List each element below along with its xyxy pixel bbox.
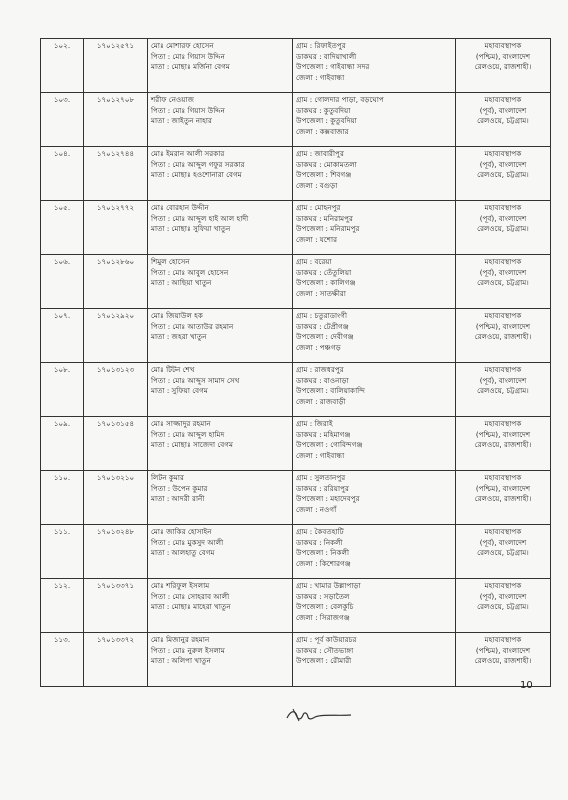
name-cell (148, 39, 293, 93)
roll-cell (84, 93, 148, 147)
posting-cell (456, 39, 551, 93)
name-cell (148, 579, 293, 633)
serial-number: ১০৮. (53, 365, 71, 374)
posting-location: রেলওয়ে, রাজশাহী। (474, 494, 532, 503)
roll-cell (84, 201, 148, 255)
serial-cell (41, 471, 84, 525)
table-row (41, 39, 551, 93)
roll-cell (84, 417, 148, 471)
posting-title: মহাব্যবস্থাপক (484, 203, 522, 212)
mother-name: মাতা : মোছাঃ হওশোনারা বেগম (151, 170, 242, 179)
address-upazila: উপজেলা : বালিয়াকান্দি (296, 386, 365, 395)
posting-title: মহাব্যবস্থাপক (484, 149, 522, 158)
posting-location: রেলওয়ে, চট্টগ্রাম। (477, 602, 529, 611)
address-upazila: উপজেলা : মনিরামপুর (296, 224, 360, 233)
serial-number: ১১৩. (53, 635, 71, 644)
address-upazila: উপজেলা : রৌমারী (296, 656, 352, 665)
address-village: গ্রাম : খামার উল্লাপাড়া (296, 581, 361, 590)
address-post-office: ডাকঘর : কুতুবদিয়া (296, 105, 351, 115)
address-cell (293, 417, 456, 471)
name-cell (148, 147, 293, 201)
father-name: পিতা : মোঃ আতাউর রহমান (151, 321, 234, 331)
serial-cell (41, 633, 84, 687)
serial-number: ১০৪. (53, 149, 71, 158)
name-cell (148, 633, 293, 687)
posting-zone: (পশ্চিম), বাংলাদেশ (475, 483, 531, 493)
roll-number: ১৭০১৩২১০ (96, 473, 135, 482)
serial-number: ১১১. (53, 527, 71, 536)
posting-zone: (পূর্ব), বাংলাদেশ (479, 537, 527, 547)
address-cell (293, 39, 456, 93)
posting-cell (456, 579, 551, 633)
posting-zone: (পশ্চিম), বাংলাদেশ (475, 51, 531, 61)
posting-location: রেলওয়ে, চট্টগ্রাম। (477, 224, 529, 233)
posting-title: মহাব্যবস্থাপক (484, 257, 522, 266)
address-upazila: উপজেলা : নিকলী (296, 548, 350, 557)
address-upazila: উপজেলা : মহাদেবপুর (296, 494, 360, 503)
father-name: পিতা : উপেন কুমার (151, 483, 208, 493)
roll-number: ১৭০১২৯২০ (96, 311, 135, 320)
address-district: জেলা : গাইবান্ধা (296, 450, 345, 460)
table-row (41, 579, 551, 633)
name-cell (148, 201, 293, 255)
address-post-office: ডাকঘর : ররিয়াপুর (296, 483, 349, 493)
posting-title: মহাব্যবস্থাপক (484, 311, 522, 320)
roll-number: ১৭০১২৭০৮ (96, 95, 135, 104)
roll-cell (84, 255, 148, 309)
address-post-office: ডাকঘর : সড়াতৈল (296, 591, 350, 601)
posting-zone: (পূর্ব), বাংলাদেশ (479, 591, 527, 601)
posting-cell (456, 633, 551, 687)
posting-title: মহাব্যবস্থাপক (484, 95, 522, 104)
table-row (41, 525, 551, 579)
posting-title: মহাব্যবস্থাপক (484, 473, 522, 482)
serial-cell (41, 39, 84, 93)
address-upazila: উপজেলা : গোবিন্দগঞ্জ (296, 440, 363, 449)
father-name: পিতা : মোঃ সোহরাব আলী (151, 591, 230, 601)
candidate-name: মোঃ টিটন শেখ (151, 365, 195, 374)
posting-cell (456, 147, 551, 201)
mother-name: মাতা : জাইতুন নাহার (151, 116, 212, 125)
posting-zone: (পশ্চিম), বাংলাদেশ (475, 321, 531, 331)
address-cell (293, 201, 456, 255)
mother-name: মাতা : মোছাঃ সুফিয়া খাতুন (151, 224, 231, 233)
address-post-office: ডাকঘর : টেপ্রীগঞ্জ (296, 321, 349, 331)
name-cell (148, 255, 293, 309)
serial-cell (41, 579, 84, 633)
serial-number: ১১০. (53, 473, 71, 482)
father-name: পিতা : মোঃ মুকসুদ আলী (151, 537, 224, 547)
address-upazila: উপজেলা : শিবগঞ্জ (296, 170, 352, 179)
serial-cell (41, 201, 84, 255)
name-cell (148, 363, 293, 417)
candidate-name: মোঃ মোশারফ হোসেন (151, 41, 214, 50)
mother-name: মাতা : আদরী রানী (151, 494, 205, 503)
serial-cell (41, 255, 84, 309)
serial-cell (41, 309, 84, 363)
serial-number: ১০৯. (53, 419, 71, 428)
address-upazila: উপজেলা : গাইবান্ধা সদর (296, 62, 370, 71)
posting-title: মহাব্যবস্থাপক (484, 635, 522, 644)
posting-cell (456, 363, 551, 417)
father-name: পিতা : মোঃ আব্দুল হাই আল হাদী (151, 213, 249, 223)
address-cell (293, 633, 456, 687)
address-village: গ্রাম : কৈবতহাটি (296, 527, 344, 536)
address-cell (293, 579, 456, 633)
posting-zone: (পশ্চিম), বাংলাদেশ (475, 429, 531, 439)
serial-cell (41, 363, 84, 417)
father-name: পিতা : মোঃ গিয়াস উদ্দিন (151, 105, 225, 115)
posting-cell (456, 93, 551, 147)
table-row (41, 255, 551, 309)
posting-title: মহাব্যবস্থাপক (484, 365, 522, 374)
address-district: জেলা : সিরাজগঞ্জ (296, 612, 350, 622)
roll-cell (84, 579, 148, 633)
posting-cell (456, 471, 551, 525)
address-district: জেলা : পঞ্চগড় (296, 342, 341, 352)
father-name: পিতা : মোঃ আব্দুল হামিদ (151, 429, 225, 439)
address-district: জেলা : যশোর (296, 234, 338, 244)
posting-location: রেলওয়ে, চট্টগ্রাম। (477, 386, 529, 395)
address-cell (293, 147, 456, 201)
posting-cell (456, 309, 551, 363)
roll-cell (84, 471, 148, 525)
serial-cell (41, 93, 84, 147)
father-name: পিতা : মোঃ আব্দুল গফুর সরকার (151, 159, 245, 169)
address-post-office: ডাকঘর : মোকামতলা (296, 159, 357, 169)
address-district: জেলা : সাতক্ষীরা (296, 288, 346, 298)
table-row (41, 93, 551, 147)
mother-name: মাতা : মোছাঃ মাহেরা খাতুন (151, 602, 231, 611)
candidate-name: মোঃ মিজানুর রহমান (151, 635, 210, 644)
address-post-office: ডাকঘর : সৌতভাঙ্গা (296, 645, 354, 655)
roll-number: ১৭০১২৮৬০ (96, 257, 135, 266)
mother-name: মাতা : আলহাতু বেগম (151, 548, 215, 557)
address-cell (293, 363, 456, 417)
address-upazila: উপজেলা : কুতুবদিয়া (296, 116, 357, 125)
candidate-name: মোঃ জাকির হোসাইন (151, 527, 212, 536)
posting-zone: (পূর্ব), বাংলাদেশ (479, 213, 527, 223)
candidate-name: শরীফ নেওয়াজ (151, 95, 195, 104)
serial-cell (41, 525, 84, 579)
mother-name: মাতা : মোছাঃ সাজেদা বেগম (151, 440, 234, 449)
serial-number: ১০৬. (53, 257, 71, 266)
father-name: পিতা : মোঃ গিয়াস উদ্দিন (151, 51, 225, 61)
posting-location: রেলওয়ে, চট্টগ্রাম। (477, 116, 529, 125)
address-village: গ্রাম : জাবারীপুর (296, 149, 344, 158)
address-district: জেলা : কক্সবাজার (296, 126, 349, 136)
address-cell (293, 255, 456, 309)
mother-name: মাতা : জহরা খাতুন (151, 332, 207, 341)
name-cell (148, 525, 293, 579)
name-cell (148, 417, 293, 471)
candidate-name: লিটন কুমার (151, 473, 184, 482)
table-row (41, 471, 551, 525)
roll-number: ১৭০১২৭৭২ (96, 203, 135, 212)
table-row (41, 633, 551, 687)
candidate-table (40, 38, 551, 687)
address-village: গ্রাম : সুলতানপুর (296, 473, 346, 482)
address-village: গ্রাম : জিরাই (296, 419, 333, 428)
address-village: গ্রাম : রাজধরপুর (296, 365, 344, 374)
table-row (41, 147, 551, 201)
address-village: গ্রাম : মোহনপুর (296, 203, 341, 212)
page-number: 10 (520, 680, 533, 691)
address-post-office: ডাকঘর : বাদিয়াখালী (296, 51, 357, 61)
address-district: জেলা : রাজবাড়ী (296, 396, 346, 406)
roll-number: ১৭০১২৭৪৪ (96, 149, 135, 158)
serial-number: ১০৫. (53, 203, 71, 212)
address-village: গ্রাম : পূর্ব কাউয়ারচর (296, 635, 357, 644)
roll-cell (84, 39, 148, 93)
posting-title: মহাব্যবস্থাপক (484, 527, 522, 536)
address-post-office: ডাকঘর : মনিরামপুর (296, 213, 353, 223)
serial-cell (41, 147, 84, 201)
table-row (41, 201, 551, 255)
address-district: জেলা : নওগাঁ (296, 504, 337, 514)
posting-cell (456, 417, 551, 471)
signature-mark (285, 706, 355, 726)
posting-cell (456, 255, 551, 309)
address-village: গ্রাম : গোলদার পাড়া, বড়ঘোপ (296, 95, 384, 104)
serial-number: ১১২. (53, 581, 71, 590)
roll-number: ১৭০১৩১৫৪ (96, 419, 135, 428)
address-village: গ্রাম : রিফাইতপুর (296, 41, 346, 50)
roll-number: ১৭০১৩২৪৮ (96, 527, 135, 536)
serial-number: ১০২. (53, 41, 71, 50)
address-village: গ্রাম : বরেয়া (296, 257, 332, 266)
roll-number: ১৭০১৩১২৩ (96, 365, 135, 374)
name-cell (148, 309, 293, 363)
address-upazila: উপজেলা : দেবীগঞ্জ (296, 332, 354, 341)
roll-cell (84, 363, 148, 417)
address-district: জেলা : গাইবান্ধা (296, 72, 345, 82)
posting-location: রেলওয়ে, চট্টগ্রাম। (477, 278, 529, 287)
roll-cell (84, 633, 148, 687)
roll-number: ১৭০১৩৩৭২ (96, 635, 135, 644)
posting-cell (456, 525, 551, 579)
candidate-name: মোঃ শরিফুল ইসলাম (151, 581, 210, 590)
mother-name: মাতা : সুফিয়া বেগম (151, 386, 208, 395)
address-post-office: ডাকঘর : মহিমাগঞ্জ (296, 429, 351, 439)
posting-location: রেলওয়ে, চট্টগ্রাম। (477, 170, 529, 179)
posting-zone: (পশ্চিম), বাংলাদেশ (475, 645, 531, 655)
table-row (41, 363, 551, 417)
posting-zone: (পূর্ব), বাংলাদেশ (479, 375, 527, 385)
posting-title: মহাব্যবস্থাপক (484, 419, 522, 428)
candidate-name: মোঃ বোরহান উদ্দীন (151, 203, 209, 212)
address-district: জেলা : বগুড়া (296, 180, 338, 190)
address-district: জেলা : কিশোরগঞ্জ (296, 558, 351, 568)
mother-name: মাতা : মোছাঃ মর্জিনা বেগম (151, 62, 230, 71)
address-village: গ্রাম : চতুরাডাংগী (296, 311, 347, 320)
serial-cell (41, 417, 84, 471)
posting-location: রেলওয়ে, রাজশাহী। (474, 440, 532, 449)
candidate-name: মোঃ জিয়াউল হক (151, 311, 203, 320)
candidate-name: শিমুল হোসেন (151, 257, 190, 266)
candidate-name: মোঃ সাজ্জাদুর রহমান (151, 419, 211, 428)
posting-location: রেলওয়ে, চট্টগ্রাম। (477, 548, 529, 557)
posting-location: রেলওয়ে, রাজশাহী। (474, 332, 532, 341)
mother-name: মাতা : অলিপা খাতুন (151, 656, 211, 665)
name-cell (148, 93, 293, 147)
mother-name: মাতা : আছিয়া খাতুন (151, 278, 212, 287)
posting-zone: (পূর্ব), বাংলাদেশ (479, 159, 527, 169)
address-cell (293, 525, 456, 579)
posting-title: মহাব্যবস্থাপক (484, 581, 522, 590)
candidate-name: মোঃ ইমরান আলী সরকার (151, 149, 225, 158)
table-row (41, 309, 551, 363)
father-name: পিতা : মোঃ নুরুল ইসলাম (151, 645, 225, 655)
posting-cell (456, 201, 551, 255)
address-cell (293, 93, 456, 147)
roll-number: ১৭০১৩৩৭১ (96, 581, 135, 590)
roll-cell (84, 525, 148, 579)
serial-number: ১০৩. (53, 95, 71, 104)
posting-location: রেলওয়ে, রাজশাহী। (474, 656, 532, 665)
father-name: পিতা : মোঃ আবুল হোসেন (151, 267, 229, 277)
roll-number: ১৭০১২৫৭১ (96, 41, 135, 50)
posting-zone: (পূর্ব), বাংলাদেশ (479, 105, 527, 115)
address-post-office: ডাকঘর : বাওনাড়া (296, 375, 349, 385)
roll-cell (84, 147, 148, 201)
address-upazila: উপজেলা : কালিগঞ্জ (296, 278, 356, 287)
table-row (41, 417, 551, 471)
posting-zone: (পূর্ব), বাংলাদেশ (479, 267, 527, 277)
address-post-office: ডাকঘর : নিকলী (296, 537, 343, 547)
roll-cell (84, 309, 148, 363)
posting-title: মহাব্যবস্থাপক (484, 41, 522, 50)
serial-number: ১০৭. (53, 311, 71, 320)
address-cell (293, 309, 456, 363)
address-upazila: উপজেলা : বেলকুচি (296, 602, 354, 611)
father-name: পিতা : মোঃ আব্দুস সামাদ সেখ (151, 375, 240, 385)
posting-location: রেলওয়ে, রাজশাহী। (474, 62, 532, 71)
address-post-office: ডাকঘর : তেঁতুলিয়া (296, 267, 352, 277)
address-cell (293, 471, 456, 525)
name-cell (148, 471, 293, 525)
